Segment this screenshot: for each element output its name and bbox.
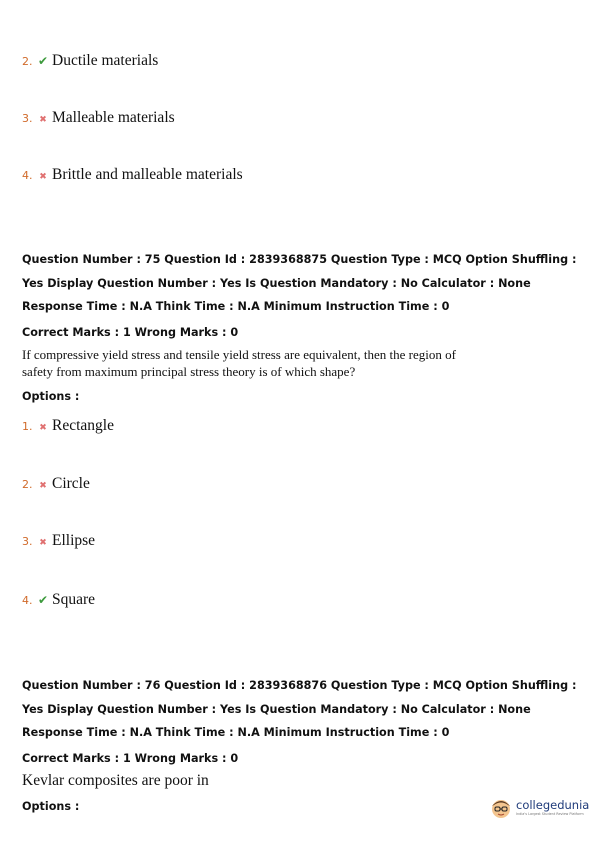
cross-icon: ✖ — [39, 480, 47, 490]
option-number: 1. — [22, 420, 33, 433]
question-text — [22, 346, 472, 380]
option-text: Ellipse — [52, 532, 96, 549]
student-face-icon — [489, 796, 513, 820]
option-text: Rectangle — [52, 417, 114, 434]
option-row — [22, 591, 95, 609]
question-meta: Question Number : 76 Question Id : 2839368876 Question Type : MCQ Option Shuffling : Yes Display Question Number : Yes Is Question Mandatory : No Calculator : None Response Time : N.A Think Time : N.A Minimum Instruction Time : 0 — [22, 679, 577, 739]
cross-icon: ✖ — [39, 537, 47, 547]
cross-icon: ✖ — [39, 171, 47, 181]
option-text: Circle — [52, 475, 90, 492]
question-text-line: If compressive yield stress and tensile yield stress are equivalent, then the region of — [22, 347, 456, 362]
option-number: 4. — [22, 594, 33, 607]
options-label: Options : — [22, 800, 80, 813]
brand-tagline: India's Largest Student Review Platform — [516, 812, 584, 816]
question-text-line: safety from maximum principal stress theory is of which shape? — [22, 364, 356, 379]
option-number: 3. — [22, 112, 33, 125]
option-row — [22, 475, 90, 493]
question-marks: Correct Marks : 1 Wrong Marks : 0 — [22, 752, 239, 765]
option-row — [22, 417, 114, 435]
option-row — [22, 52, 158, 70]
option-number: 2. — [22, 55, 33, 68]
option-row — [22, 532, 95, 550]
collegedunia-logo — [489, 796, 589, 820]
options-label: Options : — [22, 390, 80, 403]
option-text: Ductile materials — [52, 52, 159, 69]
question-marks: Correct Marks : 1 Wrong Marks : 0 — [22, 326, 239, 339]
logo-text — [516, 799, 589, 817]
option-text: Malleable materials — [52, 109, 175, 126]
check-icon: ✔ — [37, 54, 49, 68]
option-row — [22, 166, 243, 184]
cross-icon: ✖ — [39, 114, 47, 124]
option-number: 3. — [22, 535, 33, 548]
question-text: Kevlar composites are poor in — [22, 772, 209, 789]
option-text: Square — [52, 591, 96, 608]
brand-name: collegedunia — [516, 798, 590, 812]
option-number: 2. — [22, 478, 33, 491]
cross-icon: ✖ — [39, 422, 47, 432]
option-row — [22, 109, 175, 127]
check-icon: ✔ — [37, 593, 49, 607]
question-meta: Question Number : 75 Question Id : 2839368875 Question Type : MCQ Option Shuffling : Yes Display Question Number : Yes Is Question Mandatory : No Calculator : None Response Time : N.A Think Time : N.A Minimum Instruction Time : 0 — [22, 253, 577, 313]
option-number: 4. — [22, 169, 33, 182]
option-text: Brittle and malleable materials — [52, 166, 243, 183]
